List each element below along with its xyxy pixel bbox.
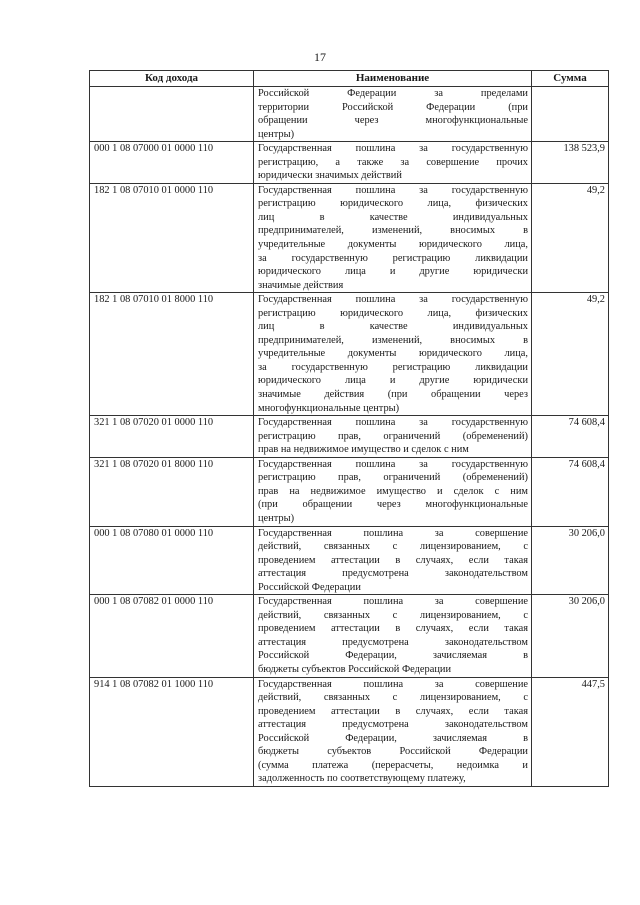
revenue-amount: 447,5 (532, 677, 609, 786)
name-line: аттестация предусмотрена законодательством (258, 636, 528, 648)
name-line: обращении через многофункциональные (258, 115, 528, 127)
revenue-amount: 30 206,0 (532, 595, 609, 677)
revenue-amount: 49,2 (532, 293, 609, 416)
revenue-name (254, 142, 532, 184)
revenue-name (254, 416, 532, 458)
name-line: юридически значимых действий (258, 170, 402, 182)
name-line: Государственная пошлина за государственную (258, 294, 528, 306)
name-line: учредительные документы юридического лица, (258, 239, 528, 251)
name-line: Государственная пошлина за совершение (258, 527, 528, 539)
name-line: аттестация предусмотрена законодательством (258, 568, 528, 580)
name-line: задолженность по соответствующему платежу, (258, 773, 466, 785)
header-code: Код дохода (90, 71, 254, 87)
name-line: бюджеты субъектов Российской Федерации (258, 746, 528, 758)
name-line: (при обращении через многофункциональные (258, 499, 528, 511)
name-line: регистрацию юридического лица, физических (258, 198, 528, 210)
revenue-name (254, 677, 532, 786)
name-line: проведением аттестации в случаях, если такая (258, 554, 528, 566)
name-line: предпринимателей, изменений, вносимых в (258, 334, 528, 346)
name-line: действий, связанных с лицензированием, с (258, 692, 528, 704)
revenue-table (89, 70, 609, 787)
revenue-amount: 74 608,4 (532, 457, 609, 526)
table-row (90, 87, 609, 142)
name-line: значимые действия (258, 279, 344, 291)
revenue-code: 000 1 08 07082 01 0000 110 (90, 595, 254, 677)
name-line: проведением аттестации в случаях, если такая (258, 623, 528, 635)
page-number: 17 (314, 50, 326, 64)
name-line: центры) (258, 128, 295, 140)
header-amount: Сумма (532, 71, 609, 87)
name-line: регистрацию, а также за совершение прочих (258, 156, 528, 168)
revenue-code: 182 1 08 07010 01 8000 110 (90, 293, 254, 416)
revenue-code: 000 1 08 07080 01 0000 110 (90, 526, 254, 595)
table-row (90, 677, 609, 786)
name-line: Государственная пошлина за совершение (258, 678, 528, 690)
revenue-amount: 30 206,0 (532, 526, 609, 595)
name-line: лиц в качестве индивидуальных (258, 321, 528, 333)
revenue-name (254, 457, 532, 526)
name-line: регистрацию прав, ограничений (обременений) (258, 430, 528, 442)
name-line: предпринимателей, изменений, вносимых в (258, 225, 528, 237)
table-row (90, 183, 609, 292)
revenue-name (254, 293, 532, 416)
name-line: лиц в качестве индивидуальных (258, 211, 528, 223)
name-line: прав на недвижимое имущество и сделок с ним (258, 485, 528, 497)
name-line: регистрацию юридического лица, физических (258, 307, 528, 319)
table-row (90, 293, 609, 416)
revenue-amount: 49,2 (532, 183, 609, 292)
name-line: Государственная пошлина за совершение (258, 596, 528, 608)
name-line: Российской Федерации, зачисляемая в (258, 732, 528, 744)
table-row (90, 595, 609, 677)
table-body (90, 87, 609, 787)
name-line: значимые действия (при обращении через (258, 389, 528, 401)
name-line: многофункциональные центры) (258, 402, 400, 414)
name-line: действий, связанных с лицензированием, с (258, 541, 528, 553)
name-line: бюджеты субъектов Российской Федерации (258, 663, 452, 675)
name-line: Российской Федерации, зачисляемая в (258, 650, 528, 662)
revenue-name (254, 87, 532, 142)
table-row (90, 457, 609, 526)
header-name: Наименование (254, 71, 532, 87)
name-line: прав на недвижимое имущество и сделок с ним (258, 444, 469, 456)
revenue-amount (532, 87, 609, 142)
name-line: Государственная пошлина за государственную (258, 458, 528, 470)
revenue-name (254, 595, 532, 677)
name-line: аттестация предусмотрена законодательством (258, 719, 528, 731)
name-line: Государственная пошлина за государственную (258, 417, 528, 429)
name-line: Российской Федерации за пределами (258, 88, 528, 99)
name-line: Государственная пошлина за государственную (258, 143, 528, 155)
revenue-name (254, 526, 532, 595)
table-row (90, 526, 609, 595)
revenue-name (254, 183, 532, 292)
revenue-amount: 74 608,4 (532, 416, 609, 458)
name-line: юридического лица и другие юридически (258, 266, 528, 278)
name-line: центры) (258, 512, 295, 524)
name-line: Российской Федерации (258, 581, 361, 593)
revenue-code: 321 1 08 07020 01 0000 110 (90, 416, 254, 458)
name-line: территории Российской Федерации (при (258, 101, 528, 113)
table-header (90, 71, 609, 87)
name-line: Государственная пошлина за государственную (258, 184, 528, 196)
name-line: юридического лица и другие юридически (258, 375, 528, 387)
table-row (90, 142, 609, 184)
name-line: (сумма платежа (перерасчеты, недоимка и (258, 759, 528, 771)
revenue-amount: 138 523,9 (532, 142, 609, 184)
revenue-code: 000 1 08 07000 01 0000 110 (90, 142, 254, 184)
revenue-code: 321 1 08 07020 01 8000 110 (90, 457, 254, 526)
name-line: проведением аттестации в случаях, если такая (258, 705, 528, 717)
name-line: регистрацию прав, ограничений (обременений) (258, 472, 528, 484)
revenue-code (90, 87, 254, 142)
name-line: за государственную регистрацию ликвидации (258, 252, 528, 264)
table-row (90, 416, 609, 458)
name-line: учредительные документы юридического лица, (258, 348, 528, 360)
name-line: действий, связанных с лицензированием, с (258, 609, 528, 621)
revenue-code: 914 1 08 07082 01 1000 110 (90, 677, 254, 786)
name-line: за государственную регистрацию ликвидации (258, 361, 528, 373)
revenue-code: 182 1 08 07010 01 0000 110 (90, 183, 254, 292)
